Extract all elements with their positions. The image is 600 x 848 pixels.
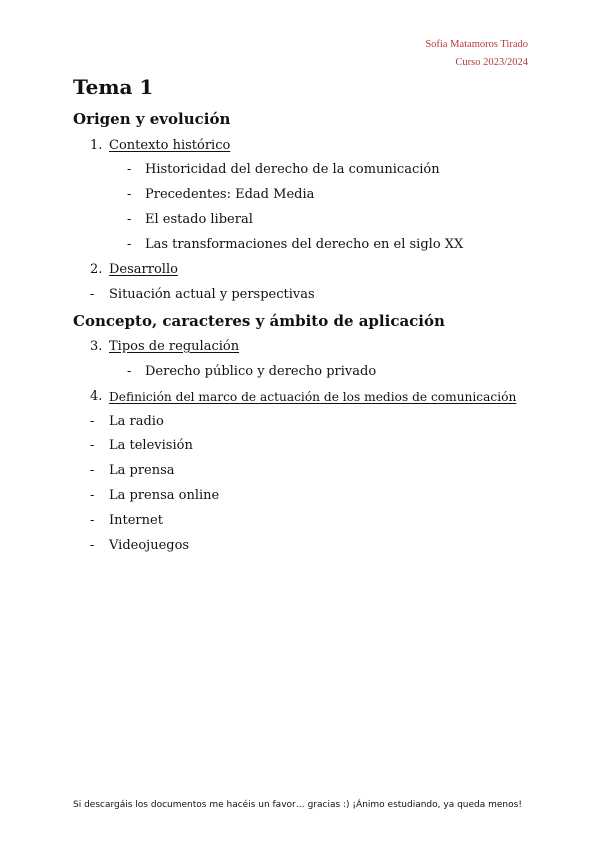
numbered-item-1 xyxy=(90,137,102,155)
sub-bullet-dash: - xyxy=(127,364,132,379)
bullet-item: La prensa online xyxy=(109,488,220,503)
sub-item: El estado liberal xyxy=(145,212,253,227)
footer-note: Si descargáis los documentos me hacéis un favor… gracias :) ¡Ánimo estudiando, ya queda menos! xyxy=(73,800,522,810)
section-heading-origen: Origen y evolución xyxy=(73,110,231,128)
sub-bullet-dash: - xyxy=(127,187,132,202)
sub-bullet-dash: - xyxy=(127,237,132,252)
bullet-dash: - xyxy=(90,538,95,553)
course-year: Curso 2023/2024 xyxy=(455,57,528,68)
bullet-item: Videojuegos xyxy=(109,538,190,553)
bullet-item: Situación actual y perspectivas xyxy=(109,287,315,302)
page-header xyxy=(425,36,528,72)
bullet-dash: - xyxy=(90,287,95,302)
item-label-definicion: Definición del marco de actuación de los medios de comunicación xyxy=(109,390,517,404)
document-title: Tema 1 xyxy=(73,75,154,99)
item-number-4: 4. xyxy=(90,389,103,404)
sub-item: Precedentes: Edad Media xyxy=(145,187,315,202)
section-heading-concepto: Concepto, caracteres y ámbito de aplicación xyxy=(73,312,445,330)
bullet-item: La prensa xyxy=(109,463,175,478)
bullet-item: La radio xyxy=(109,414,164,429)
sub-bullet-dash: - xyxy=(127,162,132,177)
sub-item: Derecho público y derecho privado xyxy=(145,364,377,379)
item-number-2: 2. xyxy=(90,262,103,277)
item-label-tipos: Tipos de regulación xyxy=(109,339,240,354)
bullet-dash: - xyxy=(90,513,95,528)
bullet-dash: - xyxy=(90,414,95,429)
item-label-desarrollo: Desarrollo xyxy=(109,262,178,277)
sub-item: Las transformaciones del derecho en el siglo XX xyxy=(145,237,464,252)
bullet-dash: - xyxy=(90,463,95,478)
sub-item: Historicidad del derecho de la comunicación xyxy=(145,162,440,177)
item-number-3: 3. xyxy=(90,339,103,354)
bullet-dash: - xyxy=(90,488,95,503)
bullet-item: La televisión xyxy=(109,438,193,453)
item-label-contexto: Contexto histórico xyxy=(109,138,231,153)
item-number: 1. xyxy=(90,138,103,153)
sub-bullet-dash: - xyxy=(127,212,132,227)
bullet-dash: - xyxy=(90,438,95,453)
bullet-item: Internet xyxy=(109,513,163,528)
author-name: Sofia Matamoros Tirado xyxy=(425,39,528,50)
